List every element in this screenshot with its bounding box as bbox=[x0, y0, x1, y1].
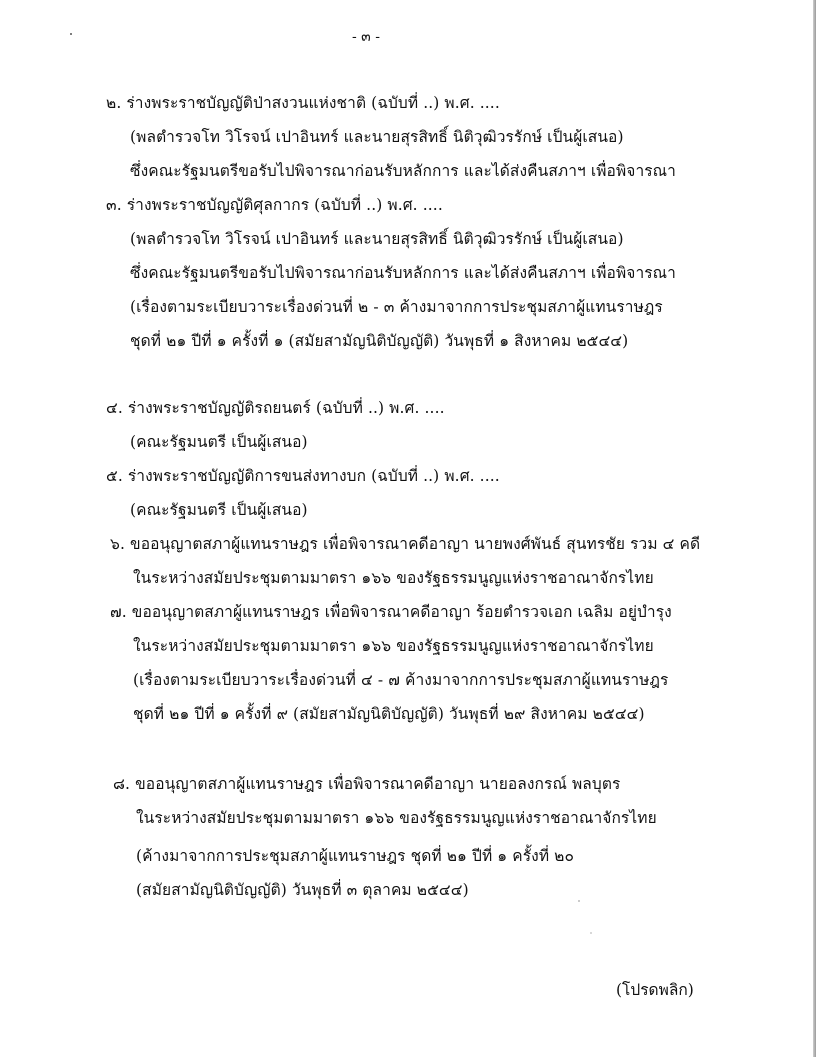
footer-note: (โปรดพลิก) bbox=[616, 981, 694, 999]
item-7-detail: ในระหว่างสมัยประชุมตามมาตรา ๑๖๖ ของรัฐธรรมนูญแห่งราชอาณาจักรไทย bbox=[133, 637, 654, 655]
item-4-7-session-date: ชุดที่ ๒๑ ปีที่ ๑ ครั้งที่ ๙ (สมัยสามัญนิติบัญญัติ) วันพุธที่ ๒๙ สิงหาคม ๒๕๔๔) bbox=[133, 705, 645, 723]
item-6-title: ๖. ขออนุญาตสภาผู้แทนราษฎร เพื่อพิจารณาคดีอาญา นายพงศ์พันธ์ สุนทรชัย รวม ๔ คดี bbox=[110, 535, 701, 553]
item-8-session-date: (สมัยสามัญนิติบัญญัติ) วันพุธที่ ๓ ตุลาคม ๒๕๔๔) bbox=[136, 881, 469, 899]
item-8-pending-note: (ค้างมาจากการประชุมสภาผู้แทนราษฎร ชุดที่ ๒๑ ปีที่ ๑ ครั้งที่ ๒๐ bbox=[136, 847, 575, 865]
item-3-note: ซึ่งคณะรัฐมนตรีขอรับไปพิจารณาก่อนรับหลักการ และได้ส่งคืนสภาฯ เพื่อพิจารณา bbox=[130, 264, 676, 282]
item-2-proposer: (พลตำรวจโท วิโรจน์ เปาอินทร์ และนายสุรสิทธิ์ นิติวุฒิวรรักษ์ เป็นผู้เสนอ) bbox=[130, 128, 624, 146]
item-4-7-pending-note: (เรื่องตามระเบียบวาระเรื่องด่วนที่ ๔ - ๗ ค้างมาจากการประชุมสภาผู้แทนราษฎร bbox=[133, 671, 669, 689]
item-5-proposer: (คณะรัฐมนตรี เป็นผู้เสนอ) bbox=[130, 501, 308, 519]
item-2-3-session-date: ชุดที่ ๒๑ ปีที่ ๑ ครั้งที่ ๑ (สมัยสามัญนิติบัญญัติ) วันพุธที่ ๑ สิงหาคม ๒๕๔๔) bbox=[130, 332, 629, 350]
item-3-title: ๓. ร่างพระราชบัญญัติศุลกากร (ฉบับที่ ..) พ.ศ. .... bbox=[106, 196, 443, 214]
scan-speck bbox=[70, 33, 72, 35]
item-4-title: ๔. ร่างพระราชบัญญัติรถยนตร์ (ฉบับที่ ..) พ.ศ. .... bbox=[106, 399, 445, 417]
item-8-detail: ในระหว่างสมัยประชุมตามมาตรา ๑๖๖ ของรัฐธรรมนูญแห่งราชอาณาจักรไทย bbox=[136, 809, 657, 827]
item-2-note: ซึ่งคณะรัฐมนตรีขอรับไปพิจารณาก่อนรับหลักการ และได้ส่งคืนสภาฯ เพื่อพิจารณา bbox=[130, 162, 676, 180]
item-4-proposer: (คณะรัฐมนตรี เป็นผู้เสนอ) bbox=[130, 433, 308, 451]
item-2-title: ๒. ร่างพระราชบัญญัติป่าสงวนแห่งชาติ (ฉบับที่ ..) พ.ศ. .... bbox=[106, 94, 500, 112]
item-2-3-pending-note: (เรื่องตามระเบียบวาระเรื่องด่วนที่ ๒ - ๓ ค้างมาจากการประชุมสภาผู้แทนราษฎร bbox=[130, 298, 663, 316]
item-5-title: ๕. ร่างพระราชบัญญัติการขนส่งทางบก (ฉบับที่ ..) พ.ศ. .... bbox=[106, 467, 500, 485]
item-3-proposer: (พลตำรวจโท วิโรจน์ เปาอินทร์ และนายสุรสิทธิ์ นิติวุฒิวรรักษ์ เป็นผู้เสนอ) bbox=[130, 230, 624, 248]
scan-speck bbox=[578, 900, 580, 902]
page-number: - ๓ - bbox=[352, 29, 380, 45]
scan-speck bbox=[590, 932, 592, 934]
item-8-title: ๘. ขออนุญาตสภาผู้แทนราษฎร เพื่อพิจารณาคดีอาญา นายอลงกรณ์ พลบุตร bbox=[113, 775, 621, 793]
item-6-detail: ในระหว่างสมัยประชุมตามมาตรา ๑๖๖ ของรัฐธรรมนูญแห่งราชอาณาจักรไทย bbox=[133, 569, 654, 587]
item-7-title: ๗. ขออนุญาตสภาผู้แทนราษฎร เพื่อพิจารณาคดีอาญา ร้อยตำรวจเอก เฉลิม อยู่บำรุง bbox=[110, 603, 672, 621]
